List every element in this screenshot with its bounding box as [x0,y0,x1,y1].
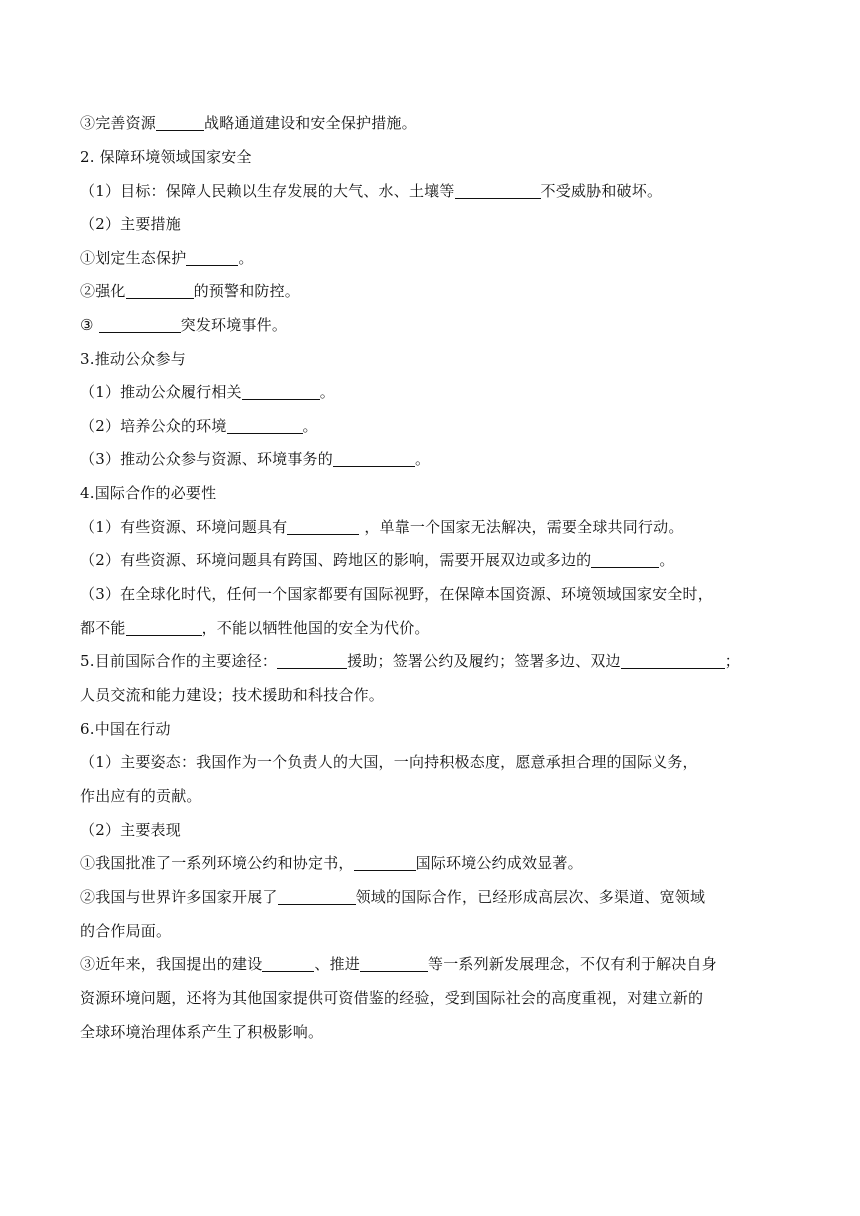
text-segment: 不受威胁和破坏。 [540,182,663,200]
fill-blank [354,856,416,871]
fill-blank [360,957,428,972]
text-segment: ①我国批准了一系列环境公约和协定书， [80,854,354,872]
text-segment: 国际环境公约成效显著。 [415,854,583,872]
text-segment: ③近年来，我国提出的建设 [80,955,263,973]
text-line [80,382,780,402]
text-line [80,584,780,604]
text-segment: ，单靠一个国家无法解决，需要全球共同行动。 [359,518,684,536]
text-segment: ③完善资源 [80,114,157,132]
fill-blank [186,251,238,266]
text-segment: 的合作局面。 [80,922,172,940]
text-segment: （1）有些资源、环境问题具有 [80,518,288,536]
text-line [80,416,780,436]
text-segment: （1）主要姿态：我国作为一个负责人的大国，一向持积极态度，愿意承担合理的国际义务， [80,753,698,771]
text-line [80,315,780,335]
fill-blank [99,318,181,333]
section-heading [80,651,780,671]
fill-blank [262,957,314,972]
heading-text: 4.国际合作的必要性 [80,484,217,502]
text-segment: 战略通道建设和安全保护措施。 [204,114,417,132]
text-line [80,853,780,873]
fill-blank [126,621,202,636]
text-line [80,113,780,133]
text-segment: （3）推动公众参与资源、环境事务的 [80,450,333,468]
text-segment: 等一系列新发展理念，不仅有利于解决自身 [428,955,717,973]
heading-text: 3.推动公众参与 [80,350,186,368]
fill-blank [242,385,320,400]
section-heading [80,147,780,167]
text-segment: 作出应有的贡献。 [80,787,202,805]
fill-blank [277,654,347,669]
text-segment: 突发环境事件。 [180,316,288,334]
fill-blank [591,553,659,568]
text-segment: （2）主要措施 [80,215,181,233]
text-segment: 人员交流和能力建设；技术援助和科技合作。 [80,686,385,704]
text-line [80,988,780,1008]
text-line [80,685,780,705]
text-segment: 。 [659,551,675,569]
text-line [80,786,780,806]
text-segment: 。 [302,417,318,435]
fill-blank [621,654,725,669]
text-segment: 、推进 [314,955,361,973]
text-segment: ②我国与世界许多国家开展了 [80,888,278,906]
heading-text: 5.目前国际合作的主要途径： [80,652,278,670]
text-segment: （2）主要表现 [80,821,181,839]
text-segment: ，不能以牺牲他国的安全为代价。 [201,619,430,637]
text-segment: 。 [238,249,254,267]
fill-blank [455,184,541,199]
text-segment: ①划定生态保护 [80,249,187,267]
text-segment: ； [724,652,740,670]
text-segment: （2）有些资源、环境问题具有跨国、跨地区的影响，需要开展双边或多边的 [80,551,592,569]
section-heading [80,349,780,369]
text-line [80,1022,780,1042]
text-segment: （1）推动公众履行相关 [80,383,242,401]
fill-blank [227,419,303,434]
text-line [80,214,780,234]
text-line [80,752,780,772]
text-segment: （2）培养公众的环境 [80,417,227,435]
section-heading [80,719,780,739]
heading-text: 2. 保障环境领域国家安全 [80,148,252,166]
text-segment: 援助；签署公约及履约；签署多边、双边 [347,652,621,670]
text-segment: 领域的国际合作，已经形成高层次、多渠道、宽领域 [355,888,706,906]
fill-blank [333,452,415,467]
heading-text: 6.中国在行动 [80,720,171,738]
section-heading [80,483,780,503]
text-segment: ②强化 [80,282,126,300]
text-line [80,618,780,638]
text-line [80,281,780,301]
text-segment: ③ [80,316,99,334]
text-line [80,954,780,974]
text-line [80,921,780,941]
text-line [80,517,780,537]
text-line [80,449,780,469]
text-segment: （3）在全球化时代，任何一个国家都要有国际视野，在保障本国资源、环境领域国家安全时， [80,585,713,603]
text-line [80,550,780,570]
text-line [80,887,780,907]
fill-blank [278,890,356,905]
fill-blank [126,284,194,299]
text-segment: 。 [319,383,335,401]
text-segment: 全球环境治理体系产生了积极影响。 [80,1023,324,1041]
text-segment: （1）目标：保障人民赖以生存发展的大气、水、土壤等 [80,182,455,200]
text-segment: 都不能 [80,619,126,637]
text-segment: 。 [414,450,431,468]
text-line [80,248,780,268]
text-segment: 的预警和防控。 [193,282,301,300]
fill-blank [287,520,359,535]
text-segment: 资源环境问题，还将为其他国家提供可资借鉴的经验，受到国际社会的高度重视，对建立新的 [80,989,704,1007]
text-line [80,820,780,840]
fill-blank [156,116,204,131]
text-line [80,181,780,201]
